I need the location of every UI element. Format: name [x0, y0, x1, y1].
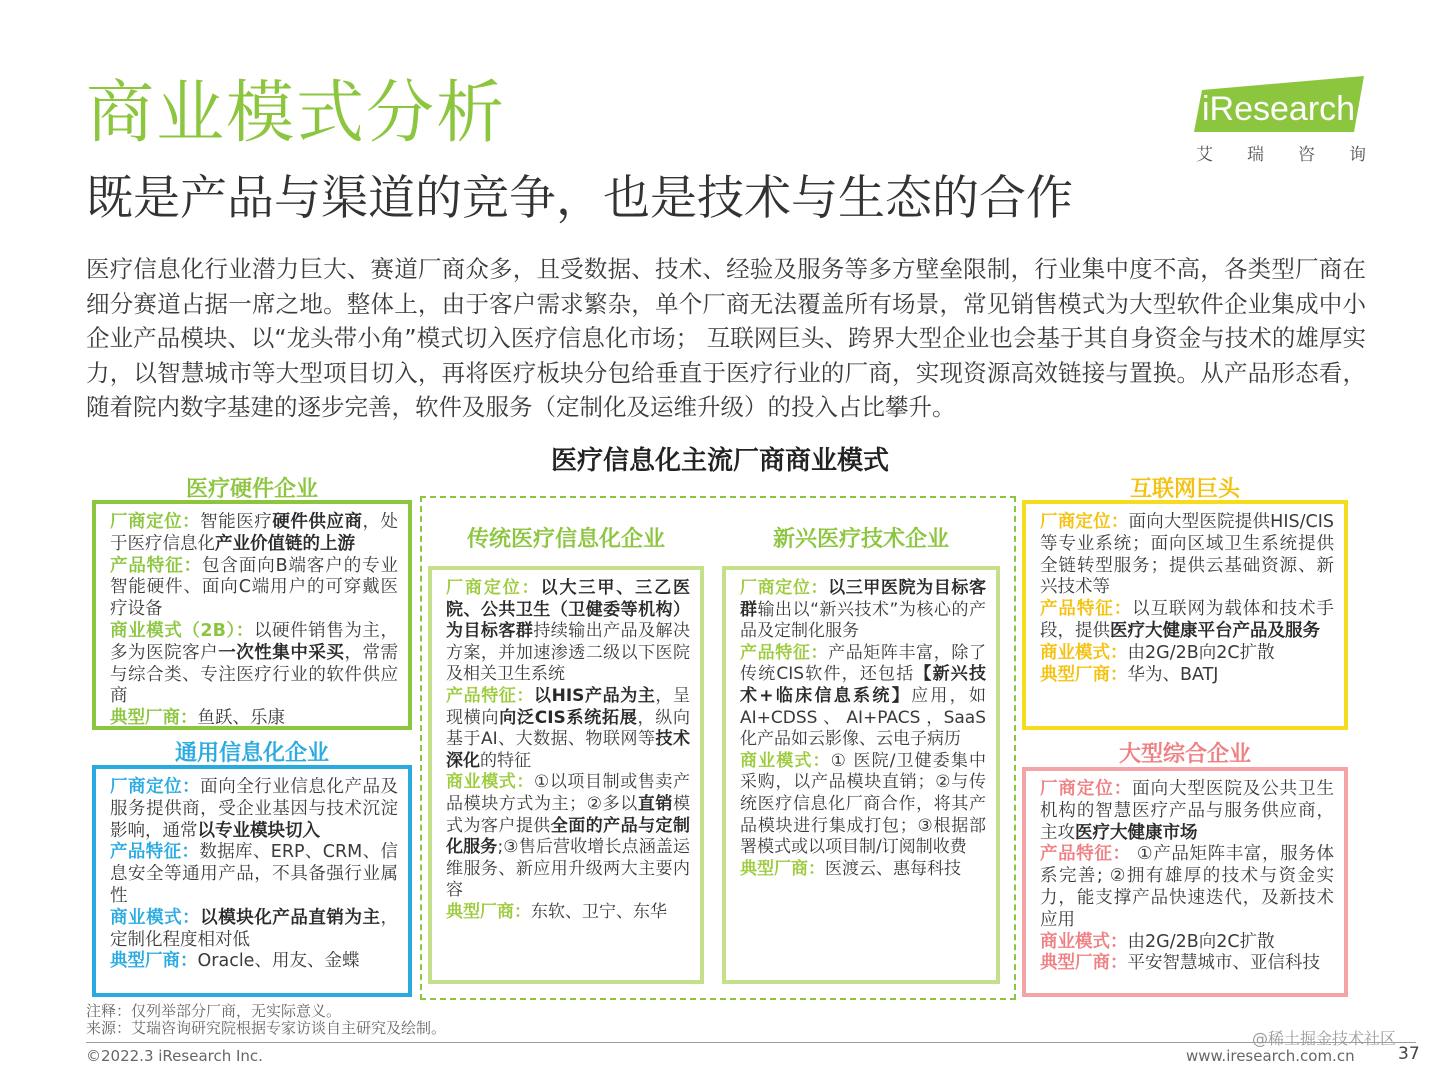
- page-number: 37: [1398, 1044, 1420, 1064]
- hardware-box: 厂商定位：智能医疗硬件供应商，处于医疗信息化产业价值链的上游 产品特征：包含面向B端客户的专业智能硬件、面向C端用户的可穿戴医疗设备 商业模式（2B）：以硬件销售为主，多为医院客户一次性集中采买，常需与综合类、专注医疗行业的软件供应商 典型厂商：鱼跃、乐康: [92, 500, 412, 730]
- source-note: 来源：艾瑞咨询研究院根据专家访谈自主研究及绘制。: [86, 1019, 447, 1037]
- traditional-box: 厂商定位：以大三甲、三乙医院、公共卫生（卫健委等机构）为目标客群持续输出产品及解决方案，并加速渗透二级以下医院及相关卫生系统 产品特征：以HIS产品为主，呈现横向向泛CIS系统拓展，纵向基于AI、大数据、物联网等技术深化的特征 商业模式：①以项目制或售卖产品模块方式为主；②多以直销模式为客户提供全面的产品与定制化服务;③售后营收增长点涵盖运维服务、新应用升级两大主要内容 典型厂商：东软、卫宁、东华: [428, 566, 704, 984]
- svg-text:iResearch: iResearch: [1202, 90, 1356, 128]
- large-enterprise-box: 厂商定位：面向大型医院及公共卫生机构的智慧医疗产品与服务供应商，主攻医疗大健康市场 产品特征： ①产品矩阵丰富，服务体系完善; ②拥有雄厚的技术与资金实力，能支撑产品快速迭代，及新技术应用 商业模式：由2G/2B向2C扩散 典型厂商：平安智慧城市、亚信科技: [1022, 767, 1348, 997]
- intro-paragraph: 医疗信息化行业潜力巨大、赛道厂商众多，且受数据、技术、经验及服务等多方壁垒限制，行业集中度不高，各类型厂商在细分赛道占据一席之地。整体上，由于客户需求繁杂，单个厂商无法覆盖所有场景，常见销售模式为大型软件企业集成中小企业产品模块、以“龙头带小角”模式切入医疗信息化市场； 互联网巨头、跨界大型企业也会基于其自身资金与技术的雄厚实力，以智慧城市等大型项目切入，再将医疗板块分包给垂直于医疗行业的厂商，实现资源高效链接与置换。从产品形态看，随着院内数字基建的逐步完善，软件及服务（定制化及运维升级）的投入占比攀升。: [86, 255, 1366, 422]
- page-subtitle: 既是产品与渠道的竞争，也是技术与生态的合作: [86, 171, 1073, 226]
- emerging-box: 厂商定位：以三甲医院为目标客群输出以“新兴技术”为核心的产品及定制化服务 产品特征：产品矩阵丰富，除了传统CIS软件，还包括【新兴技术+临床信息系统】应用，如 AI+CDSS 、 AI+PACS ，SaaS 化产品如云影像、云电子病历 商业模式：① 医院/卫健委集中采购，以产品模块直销；②与传统医疗信息化厂商合作，将其产品模块进行集成打包；③根据部署模式或以项目制/订阅制收费 典型厂商：医渡云、惠每科技: [722, 566, 1000, 984]
- watermark: @稀土掘金技术社区: [1252, 1029, 1397, 1048]
- footer-divider: [86, 1042, 1416, 1043]
- copyright: ©2022.3 iResearch Inc.: [86, 1047, 263, 1065]
- large-enterprise-heading: 大型综合企业: [1118, 742, 1251, 767]
- footnote: 注释：仅列举部分厂商，无实际意义。: [86, 1002, 342, 1020]
- internet-box: 厂商定位：面向大型医院提供HIS/CIS等专业系统；面向区域卫生系统提供全链转型服务；提供云基础资源、新兴技术等 产品特征：以互联网为载体和技术手段，提供医疗大健康平台产品及服务 商业模式：由2G/2B向2C扩散 典型厂商：华为、BATJ: [1022, 500, 1348, 730]
- general-it-heading: 通用信息化企业: [174, 741, 329, 766]
- iresearch-logo: [1192, 74, 1368, 164]
- page-title: 商业模式分析: [86, 74, 507, 153]
- internet-heading: 互联网巨头: [1129, 477, 1240, 502]
- logo-banner-icon: [1192, 74, 1368, 136]
- diagram-title: 医疗信息化主流厂商商业模式: [550, 446, 889, 476]
- traditional-heading: 传统医疗信息化企业: [466, 527, 665, 552]
- website-link[interactable]: www.iresearch.com.cn: [1186, 1047, 1355, 1065]
- emerging-heading: 新兴医疗技术企业: [772, 527, 949, 552]
- logo-chinese-name: 艾 瑞 咨 询: [1196, 145, 1366, 165]
- general-it-box: 厂商定位：面向全行业信息化产品及服务提供商，受企业基因与技术沉淀影响，通常以专业模块切入 产品特征：数据库、ERP、CRM、信息安全等通用产品，不具备强行业属性 商业模式：以模块化产品直销为主，定制化程度相对低 典型厂商：Oracle、用友、金蝶: [92, 765, 412, 997]
- hardware-heading: 医疗硬件企业: [185, 477, 318, 502]
